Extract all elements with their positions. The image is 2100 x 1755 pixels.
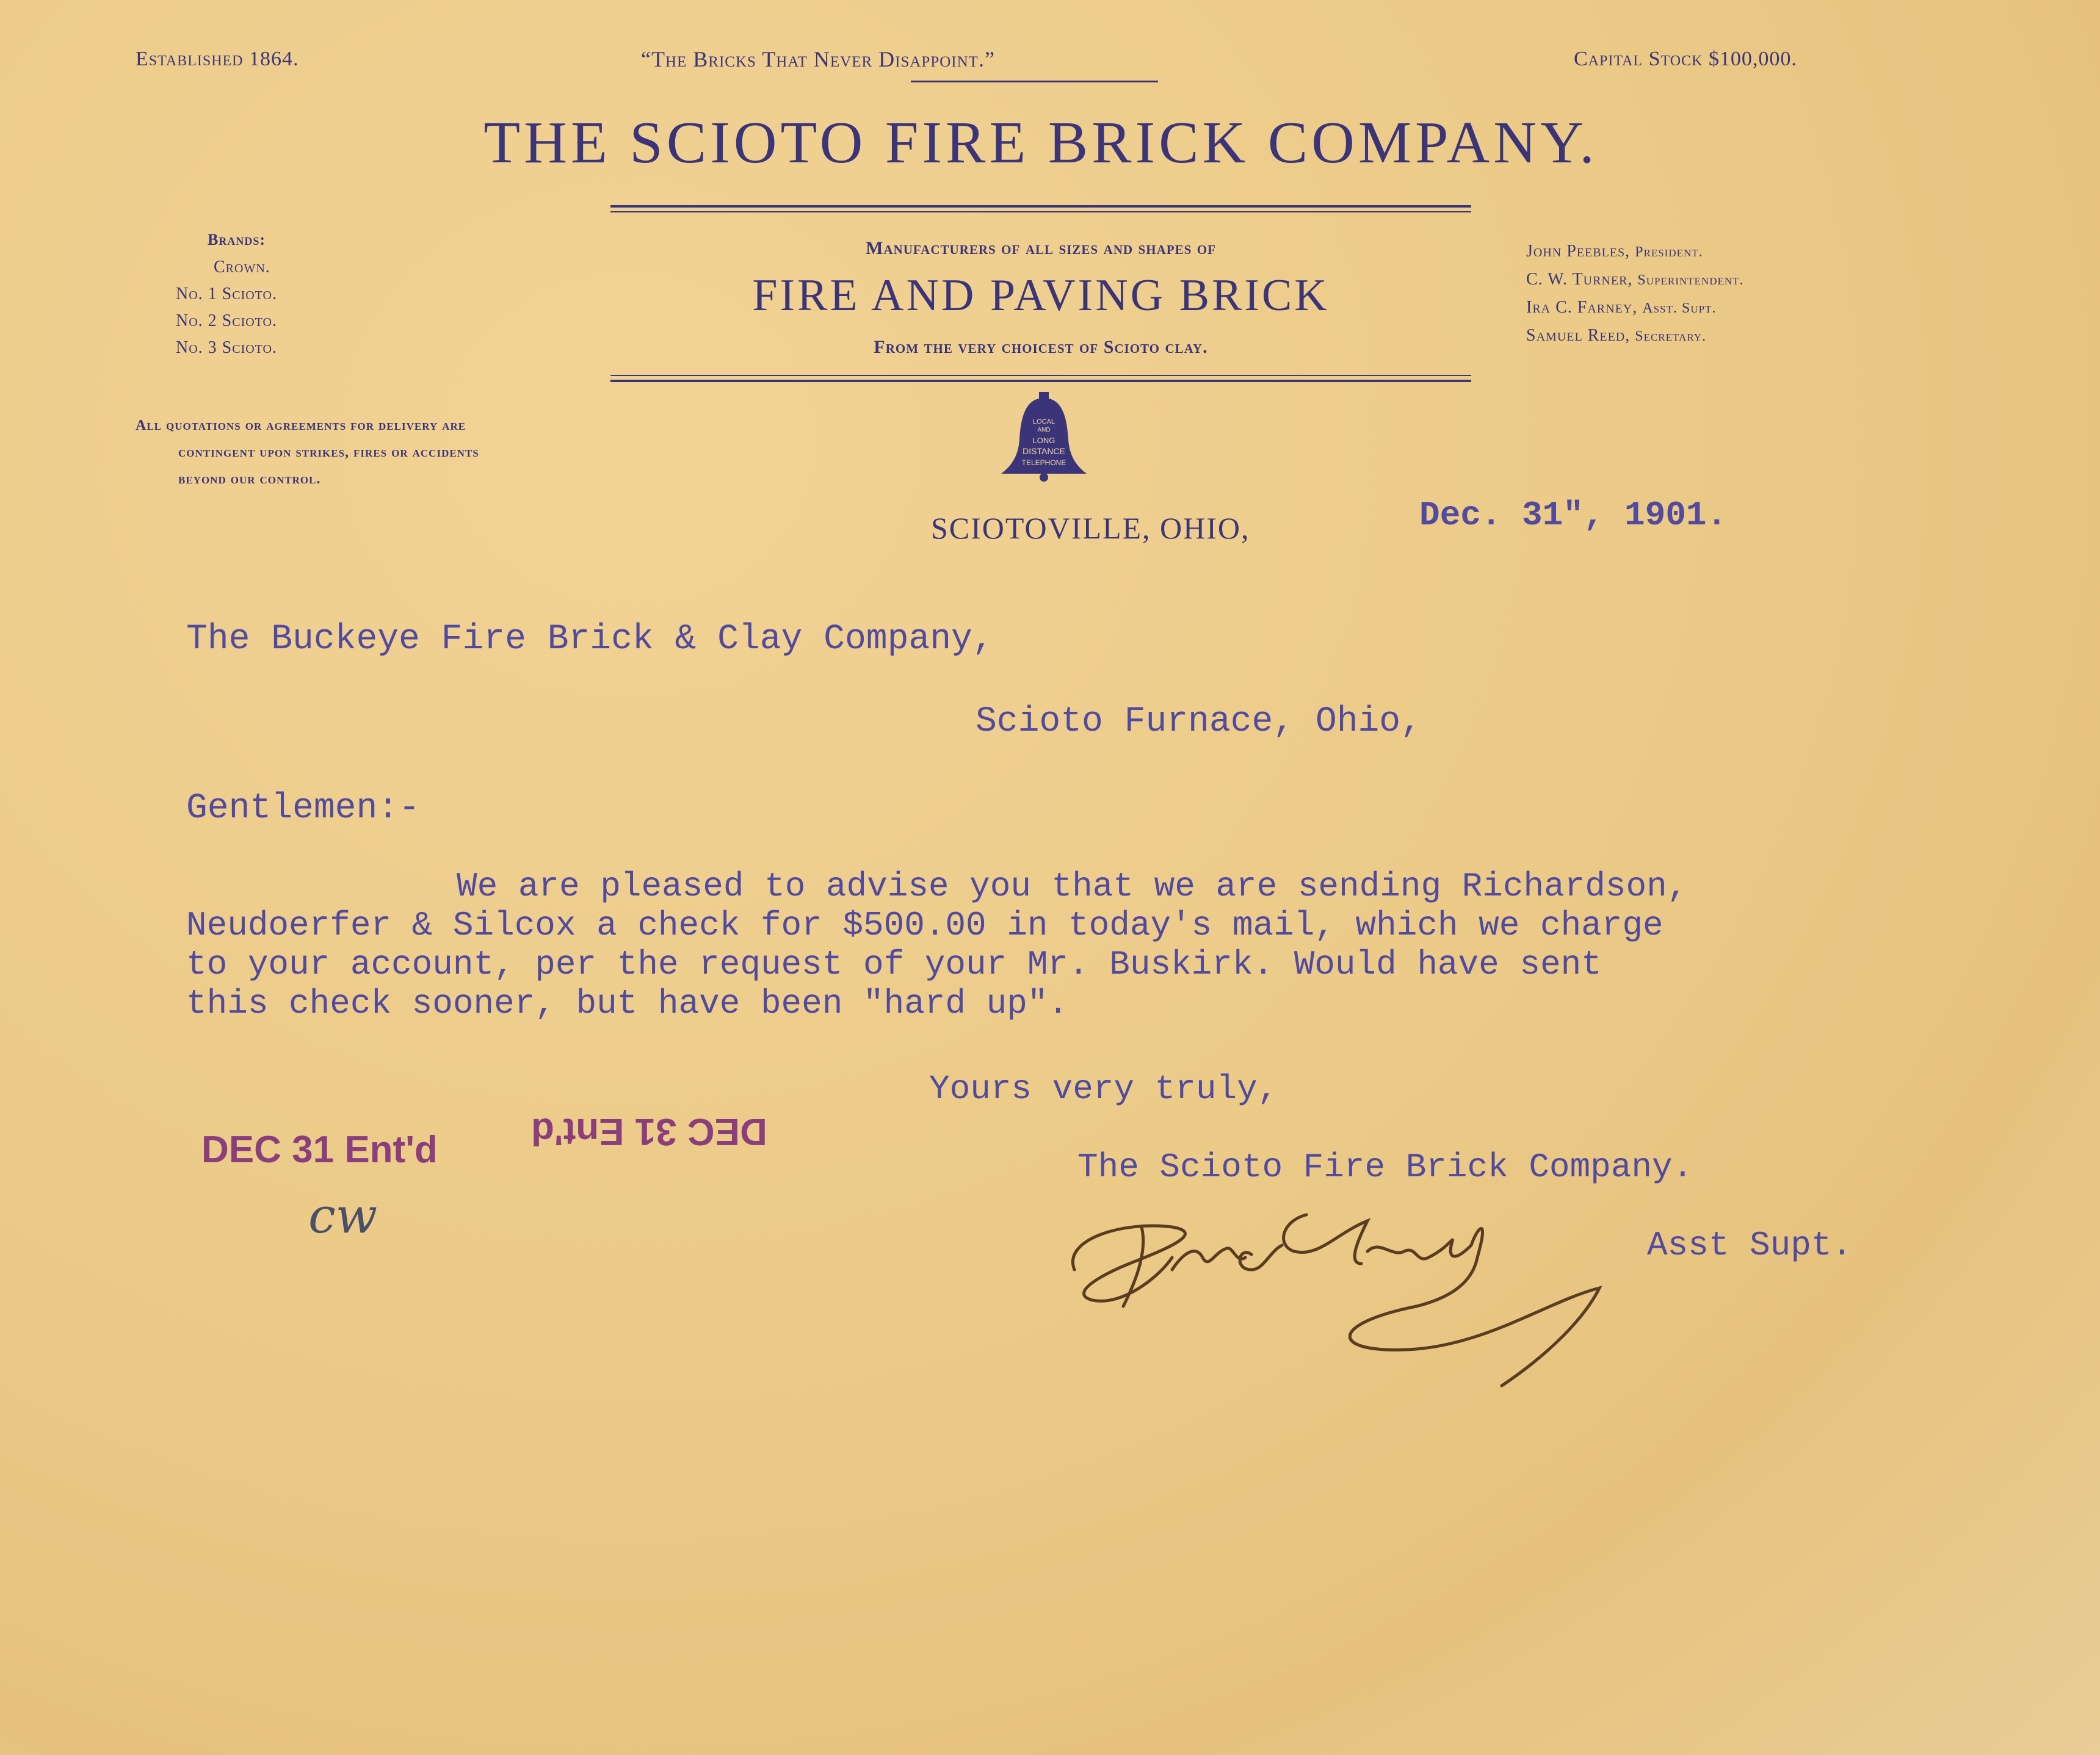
disclaimer-line: contingent upon strikes, fires or accidents xyxy=(178,444,479,460)
brand-item: Crown. xyxy=(214,258,270,277)
bell-text: LONG xyxy=(1032,436,1055,445)
body-line: Neudoerfer & Silcox a check for $500.00 in today's mail, which we charge xyxy=(186,906,1664,945)
officer-name: Ira C. Farney, xyxy=(1526,298,1638,317)
fire-paving-heading: FIRE AND PAVING BRICK xyxy=(752,270,1330,320)
place-text: SCIOTOVILLE, OHIO, xyxy=(931,511,1250,545)
telephone-bell-icon xyxy=(995,391,1093,482)
bell-text: AND xyxy=(1037,427,1051,433)
officer-row xyxy=(1526,298,1716,317)
disclaimer-line: beyond our control. xyxy=(178,471,321,487)
recipient-name: The Buckeye Fire Brick & Clay Company, xyxy=(186,620,994,659)
established-text: Established 1864. xyxy=(136,48,299,70)
brands-title: Brands: xyxy=(208,231,266,248)
brand-item: No. 1 Scioto. xyxy=(176,284,277,303)
choicest-clay-line: From the very choicest of Scioto clay. xyxy=(874,337,1208,357)
received-stamp: DEC 31 Ent'd xyxy=(201,1129,438,1171)
brand-item: No. 2 Scioto. xyxy=(176,311,277,330)
officer-title: President. xyxy=(1635,244,1703,260)
top-rule xyxy=(610,205,1471,208)
handwritten-signature xyxy=(1050,1178,1660,1422)
officer-name: Samuel Reed, xyxy=(1526,326,1631,345)
officer-row xyxy=(1526,242,1703,261)
officer-row xyxy=(1526,326,1706,346)
officer-name: C. W. Turner, xyxy=(1526,270,1633,289)
capital-text: Capital Stock $100,000. xyxy=(1574,48,1797,70)
motto-underline xyxy=(911,81,1158,82)
salutation: Gentlemen:- xyxy=(186,789,420,828)
officer-row xyxy=(1526,270,1744,289)
company-name: THE SCIOTO FIRE BRICK COMPANY. xyxy=(483,110,1598,176)
body-line: We are pleased to advise you that we are sending Richardson, xyxy=(457,867,1688,906)
body-line: to your account, per the request of your Mr. Buskirk. Would have sent xyxy=(186,945,1602,984)
bottom-rule xyxy=(610,380,1471,382)
signature-company: The Scioto Fire Brick Company. xyxy=(1077,1148,1693,1187)
manufacturers-line: Manufacturers of all sizes and shapes of xyxy=(866,238,1216,258)
officer-title: Secretary. xyxy=(1635,328,1707,344)
motto-text: “The Bricks That Never Disappoint.” xyxy=(641,47,995,71)
officer-name: John Peebles, xyxy=(1526,242,1631,261)
closing: Yours very truly, xyxy=(929,1069,1278,1109)
date-text: Dec. 31", 1901. xyxy=(1419,496,1728,535)
bell-text: TELEPHONE xyxy=(1021,458,1066,467)
recipient-location: Scioto Furnace, Ohio, xyxy=(976,702,1422,742)
bell-text: LOCAL xyxy=(1032,418,1055,425)
received-stamp-inverted: DEC 31 Ent'd xyxy=(531,1110,767,1153)
body-line: this check sooner, but have been "hard up". xyxy=(186,984,1069,1023)
bottom-rule-thin xyxy=(610,375,1471,376)
top-rule-thin xyxy=(610,211,1471,212)
handwritten-initials: cw xyxy=(308,1187,378,1244)
officer-title: Asst. Supt. xyxy=(1642,300,1717,316)
officer-title: Superintendent. xyxy=(1637,272,1744,288)
brand-item: No. 3 Scioto. xyxy=(176,338,277,357)
bell-text: DISTANCE xyxy=(1023,446,1065,456)
signature-title: Asst Supt. xyxy=(1647,1226,1853,1265)
disclaimer-line: All quotations or agreements for delivery are xyxy=(136,418,466,433)
